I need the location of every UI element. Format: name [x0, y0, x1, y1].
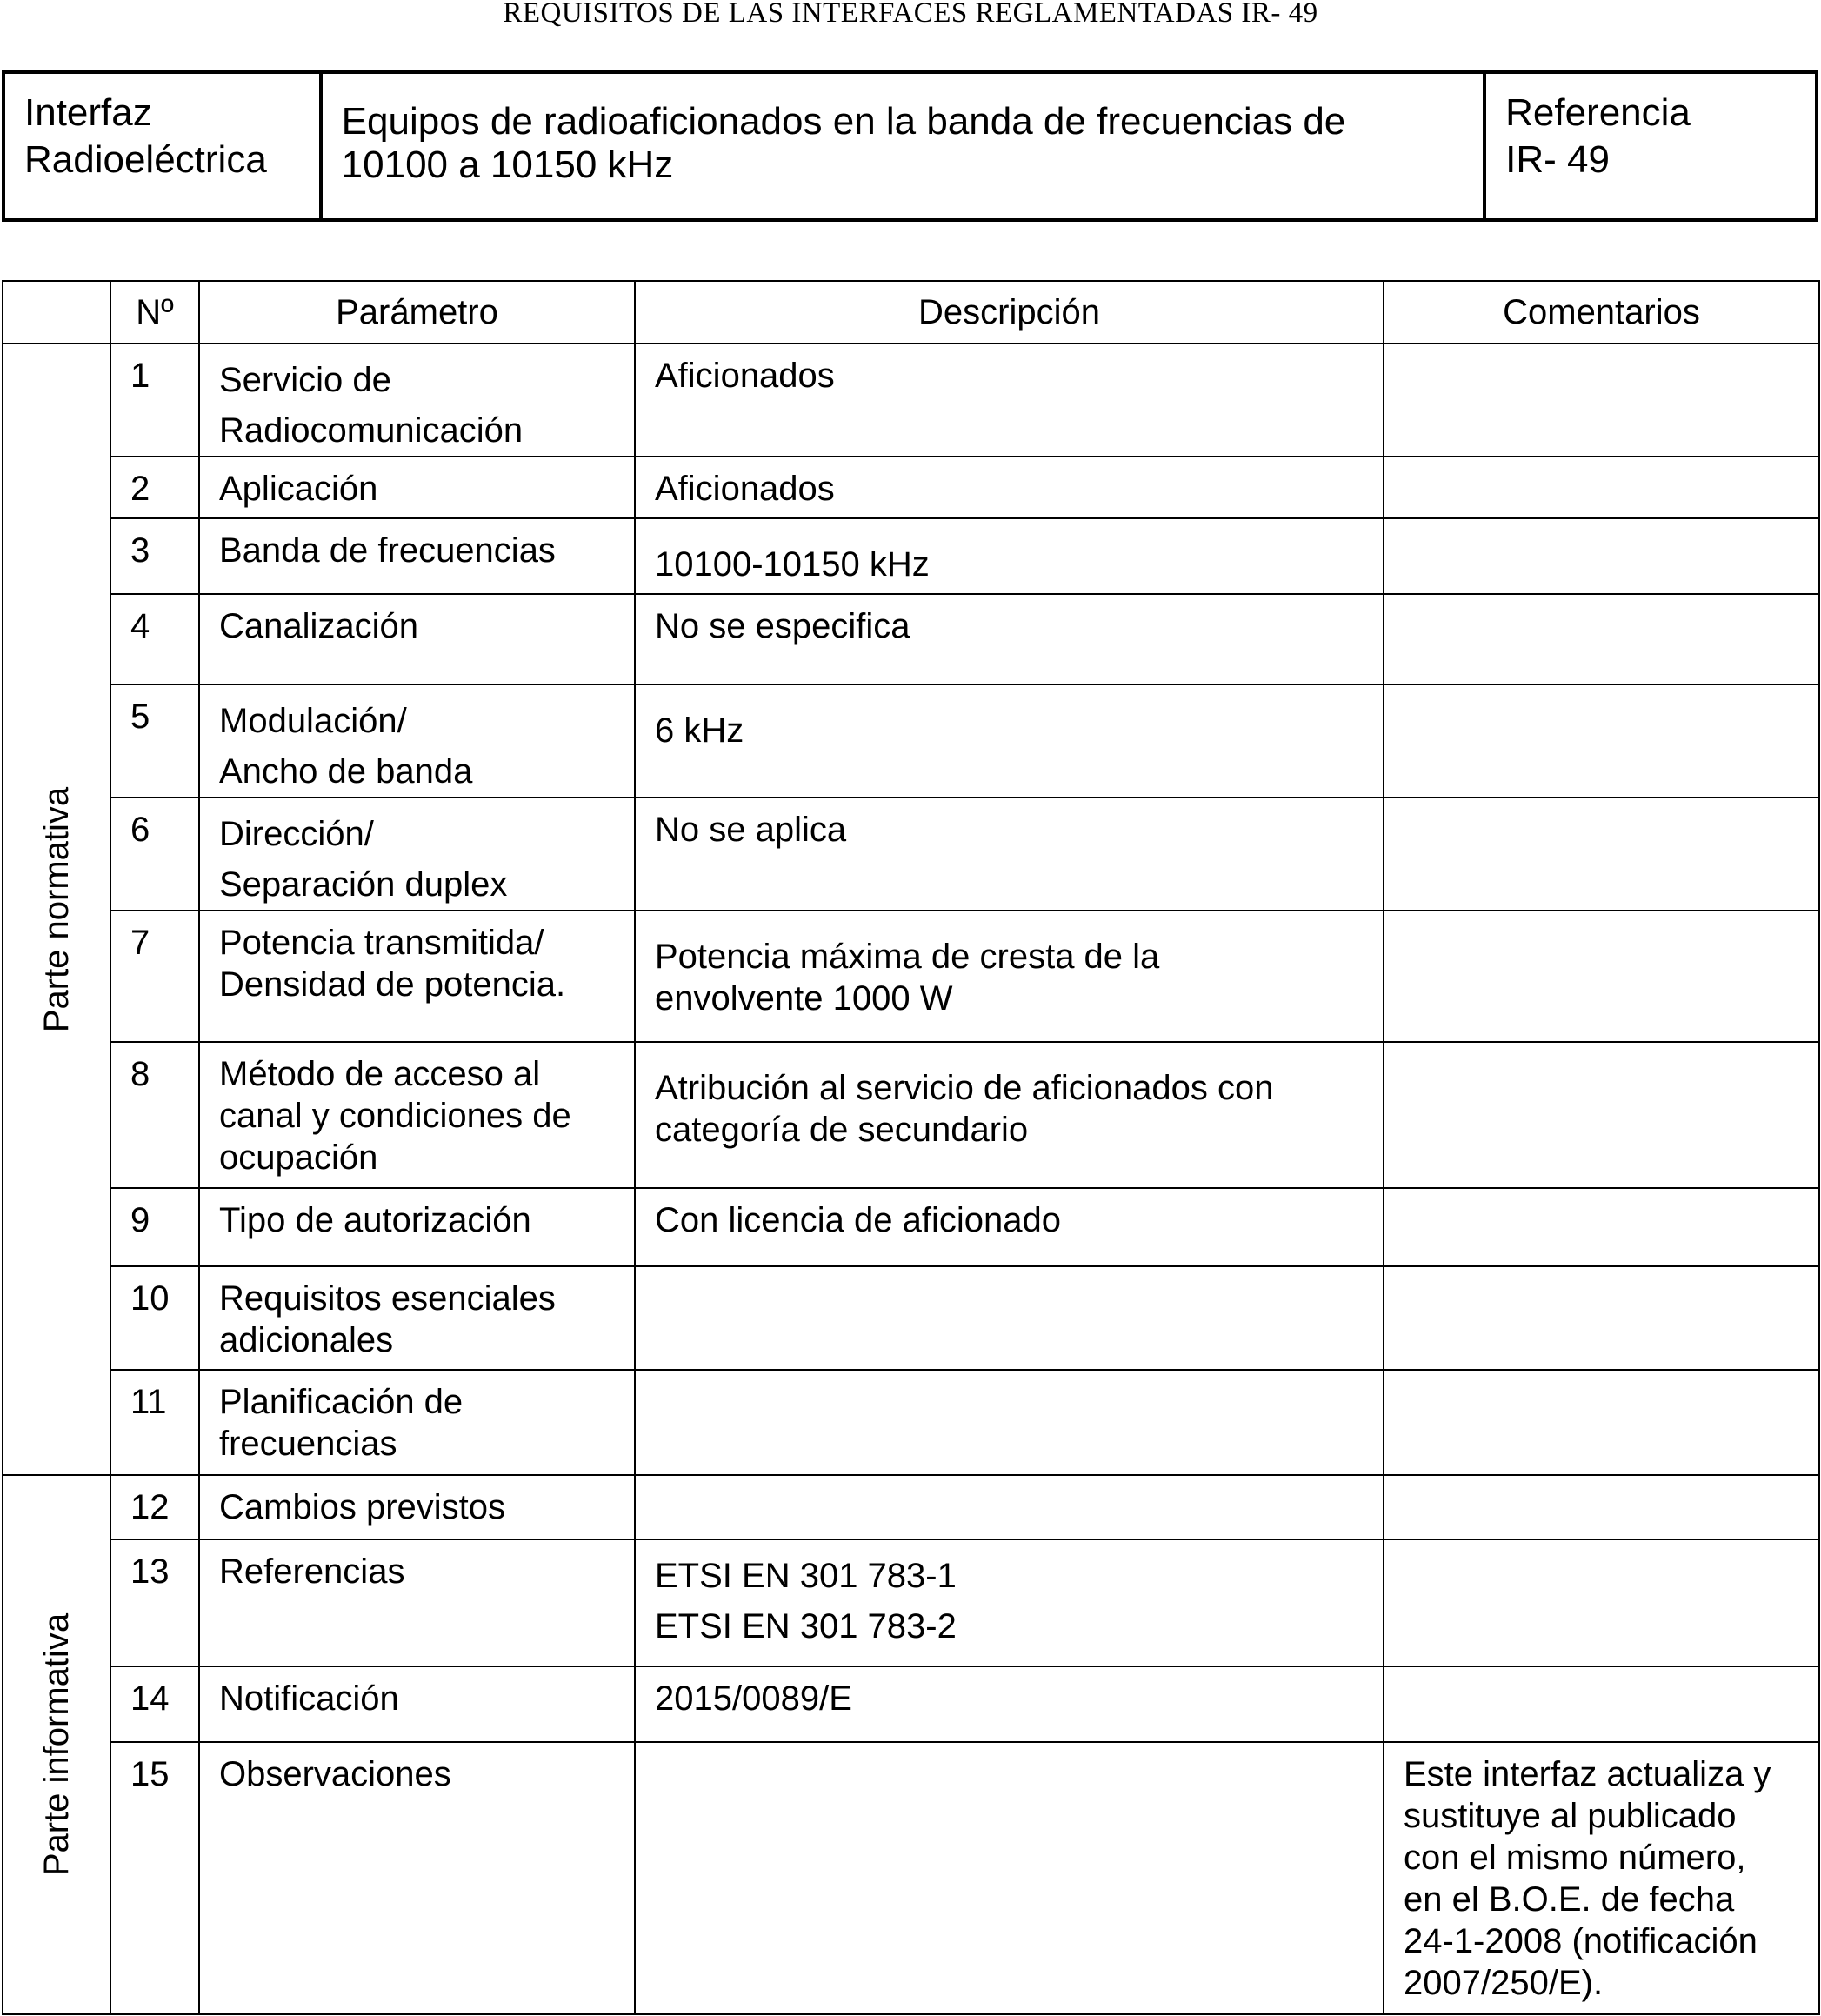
table-header-row	[3, 281, 1819, 344]
row-number: 11	[110, 1370, 199, 1475]
description-cell	[635, 1370, 1384, 1475]
description-cell-line: Con licencia de aficionado	[655, 1201, 1061, 1239]
row-number: 14	[110, 1666, 199, 1742]
parameter-cell	[199, 1475, 635, 1539]
comment-cell-line: Este interfaz actualiza y	[1404, 1755, 1771, 1793]
parameter-cell	[199, 518, 635, 594]
description-cell-line: No se especifica	[655, 607, 910, 645]
parameter-cell-line: Potencia transmitida/	[219, 924, 544, 962]
parameter-cell	[199, 1042, 635, 1188]
row-number: 7	[110, 911, 199, 1042]
reference-value: IR- 49	[1505, 138, 1610, 181]
comment-cell-line: 2007/250/E).	[1404, 1964, 1604, 2002]
parameter-cell-line: canal y condiciones de	[219, 1097, 571, 1135]
comment-cell	[1384, 1266, 1819, 1370]
description-cell-line: Aficionados	[655, 357, 835, 395]
description-cell-line: Atribución al servicio de aficionados con	[655, 1069, 1274, 1107]
table-row	[3, 1475, 1819, 1539]
description-cell-line: 2015/0089/E	[655, 1679, 852, 1718]
row-number: 3	[110, 518, 199, 594]
table-row	[3, 1188, 1819, 1266]
comment-cell	[1384, 457, 1819, 518]
column-header-number: Nº	[110, 281, 199, 344]
parameter-cell-line: Banda de frecuencias	[219, 531, 556, 570]
parameter-cell-line: Separación duplex	[219, 865, 508, 904]
parameter-cell	[199, 684, 635, 798]
comment-cell	[1384, 1666, 1819, 1742]
description-cell	[635, 1188, 1384, 1266]
description-cell-line: ETSI EN 301 783-1	[655, 1557, 957, 1595]
interface-title-line: Equipos de radioaficionados en la banda de frecuencias de	[341, 100, 1346, 143]
comment-cell	[1384, 911, 1819, 1042]
parameter-cell	[199, 344, 635, 457]
parameter-cell-line: Canalización	[219, 607, 419, 645]
description-cell	[635, 684, 1384, 798]
parameter-cell-line: Modulación/	[219, 702, 407, 740]
column-header-comments: Comentarios	[1384, 281, 1819, 344]
parameter-cell	[199, 457, 635, 518]
parameters-table	[2, 280, 1820, 2015]
description-cell-line: No se aplica	[655, 811, 847, 849]
parameter-cell	[199, 594, 635, 684]
comment-cell-line: sustituye al publicado	[1404, 1797, 1737, 1835]
interface-label-line: Interfaz	[24, 91, 152, 134]
description-cell	[635, 1475, 1384, 1539]
comment-cell-line: 24-1-2008 (notificación	[1404, 1922, 1758, 1960]
description-cell-line: categoría de secundario	[655, 1111, 1029, 1149]
description-cell-line: Aficionados	[655, 470, 835, 508]
description-cell-line: envolvente 1000 W	[655, 979, 953, 1018]
comment-cell-line: con el mismo número,	[1404, 1839, 1746, 1877]
parameter-cell	[199, 1188, 635, 1266]
reference-label: Referencia	[1505, 91, 1691, 134]
parameter-cell-line: Radiocomunicación	[219, 411, 524, 450]
row-number: 10	[110, 1266, 199, 1370]
reference-cell	[1484, 72, 1817, 220]
table-row	[3, 518, 1819, 594]
description-cell	[635, 594, 1384, 684]
comment-cell	[1384, 344, 1819, 457]
parameter-cell-line: Notificación	[219, 1679, 399, 1718]
description-cell-line: ETSI EN 301 783-2	[655, 1607, 957, 1646]
comment-cell	[1384, 594, 1819, 684]
comment-cell	[1384, 1539, 1819, 1666]
row-number: 4	[110, 594, 199, 684]
column-header-parameter: Parámetro	[199, 281, 635, 344]
table-row	[3, 911, 1819, 1042]
row-number: 6	[110, 798, 199, 911]
comment-cell	[1384, 1742, 1819, 2014]
description-cell	[635, 1266, 1384, 1370]
parameter-cell-line: Cambios previstos	[219, 1488, 506, 1526]
table-row	[3, 1266, 1819, 1370]
row-number: 8	[110, 1042, 199, 1188]
table-row	[3, 594, 1819, 684]
description-cell	[635, 798, 1384, 911]
description-cell	[635, 1666, 1384, 1742]
description-cell	[635, 518, 1384, 594]
parameter-cell-line: ocupación	[219, 1138, 378, 1177]
column-header-description: Descripción	[635, 281, 1384, 344]
parameter-cell-line: Requisitos esenciales	[219, 1279, 556, 1318]
interface-label-line: Radioeléctrica	[24, 138, 267, 181]
table-row	[3, 684, 1819, 798]
description-cell	[635, 1042, 1384, 1188]
table-row	[3, 798, 1819, 911]
description-cell-line: 6 kHz	[655, 711, 744, 750]
table-row	[3, 1042, 1819, 1188]
parameter-cell-line: Método de acceso al	[219, 1055, 541, 1093]
table-row	[3, 1539, 1819, 1666]
description-cell-line: 10100-10150 kHz	[655, 545, 930, 584]
parameter-cell	[199, 911, 635, 1042]
row-number: 12	[110, 1475, 199, 1539]
row-number: 15	[110, 1742, 199, 2014]
parameter-cell-line: frecuencias	[219, 1425, 397, 1463]
table-row	[3, 457, 1819, 518]
comment-cell	[1384, 798, 1819, 911]
table-row	[3, 1666, 1819, 1742]
interface-title-line: 10100 a 10150 kHz	[341, 144, 674, 186]
interface-title-cell	[321, 72, 1484, 220]
description-cell	[635, 344, 1384, 457]
parameter-cell-line: Observaciones	[219, 1755, 451, 1793]
table-row	[3, 1370, 1819, 1475]
row-number: 13	[110, 1539, 199, 1666]
comment-cell-line: en el B.O.E. de fecha	[1404, 1880, 1735, 1919]
section-label: Parte informativa	[37, 1612, 76, 1877]
description-cell	[635, 1742, 1384, 2014]
comment-cell	[1384, 1188, 1819, 1266]
parameter-cell-line: Referencias	[219, 1552, 405, 1591]
parameter-cell	[199, 1539, 635, 1666]
parameter-cell	[199, 798, 635, 911]
description-cell	[635, 1539, 1384, 1666]
parameter-cell	[199, 1742, 635, 2014]
interface-label-cell	[3, 72, 321, 220]
description-cell	[635, 457, 1384, 518]
row-number: 9	[110, 1188, 199, 1266]
parameter-cell-line: Servicio de	[219, 361, 391, 399]
interface-header-box	[2, 70, 1818, 222]
comment-cell	[1384, 1475, 1819, 1539]
section-header-cell	[3, 281, 110, 344]
parameter-cell	[199, 1666, 635, 1742]
section-normative	[3, 344, 110, 1475]
parameter-cell-line: Aplicación	[219, 470, 378, 508]
parameter-cell-line: Dirección/	[219, 815, 374, 853]
section-informative	[3, 1475, 110, 2014]
parameter-cell	[199, 1370, 635, 1475]
comment-cell	[1384, 518, 1819, 594]
table-row	[3, 1742, 1819, 2014]
row-number: 5	[110, 684, 199, 798]
parameter-cell-line: Tipo de autorización	[219, 1201, 531, 1239]
description-cell	[635, 911, 1384, 1042]
comment-cell	[1384, 684, 1819, 798]
section-label: Parte normativa	[37, 786, 76, 1032]
table-row	[3, 344, 1819, 457]
row-number: 2	[110, 457, 199, 518]
parameter-cell	[199, 1266, 635, 1370]
comment-cell	[1384, 1042, 1819, 1188]
parameter-cell-line: Ancho de banda	[219, 752, 473, 791]
description-cell-line: Potencia máxima de cresta de la	[655, 938, 1160, 976]
parameter-cell-line: adicionales	[219, 1321, 394, 1359]
page-header: REQUISITOS DE LAS INTERFACES REGLAMENTADAS IR- 49	[503, 0, 1318, 29]
comment-cell	[1384, 1370, 1819, 1475]
row-number: 1	[110, 344, 199, 457]
parameter-cell-line: Planificación de	[219, 1383, 464, 1421]
parameter-cell-line: Densidad de potencia.	[219, 965, 566, 1004]
